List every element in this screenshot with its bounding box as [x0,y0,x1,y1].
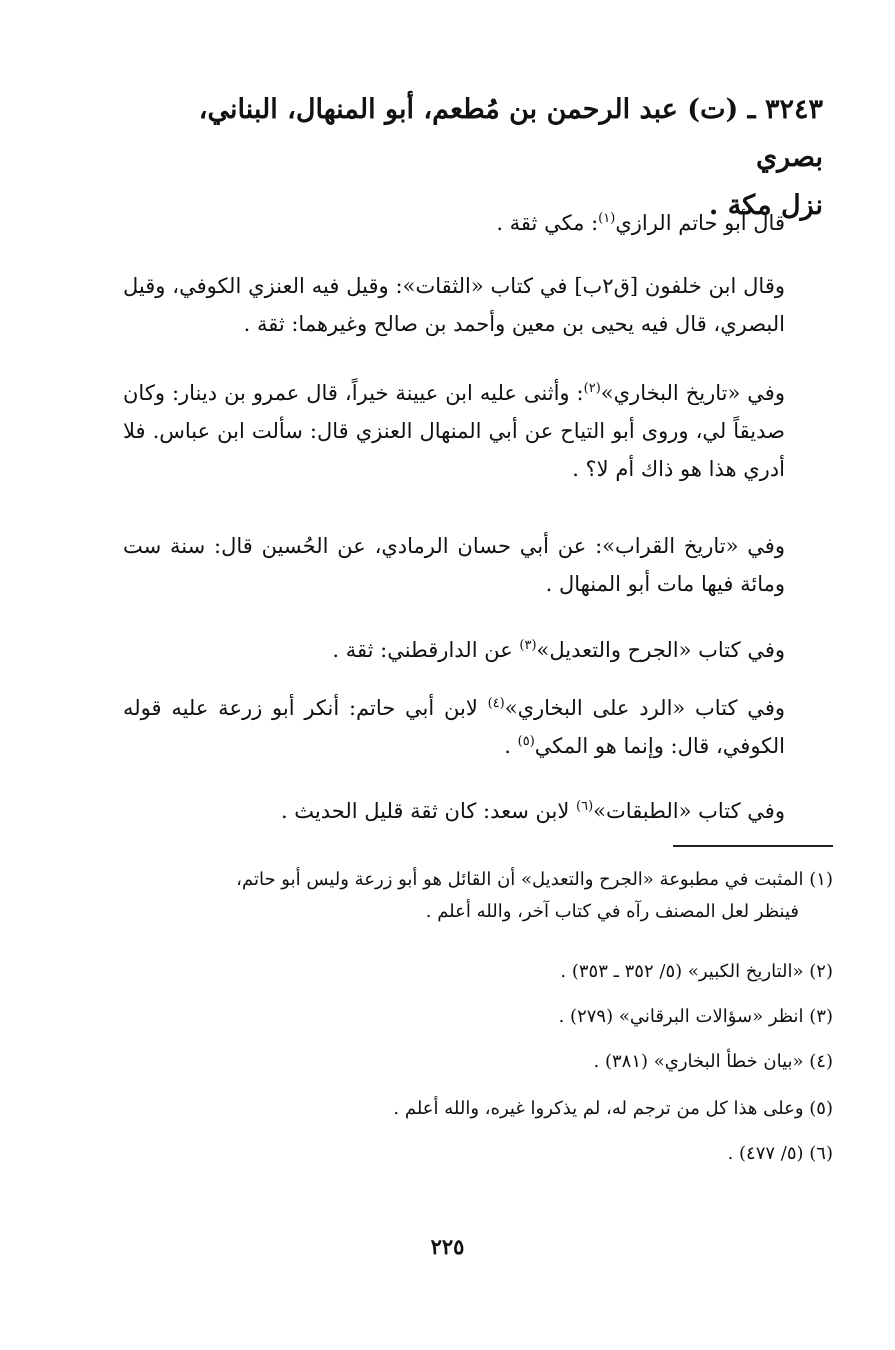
paragraph-tarikh-bukhari: وفي «تاريخ البخاري»$^{(٢)}$: وأثنى عليه ابن عيينة خيراً، قال عمرو بن دينار: وكان صديقاً لي، وروى أبو التياح عن أبي المنهال العنزي قال: سألت ابن عباس. فلا أدري هذا هو ذاك أم لا؟ . [123,381,785,481]
footnote-6: (٦) (٥/ ٤٧٧) . [727,1143,833,1164]
footnote-3: (٣) انظر «سؤالات البرقاني» (٢٧٩) . [558,1006,833,1027]
footnote-5: (٥) وعلى هذا كل من ترجم له، لم يذكروا غيره، والله أعلم . [393,1098,833,1119]
paragraph-radd-bukhari: وفي كتاب «الرد على البخاري»$^{(٤)}$ لابن أبي حاتم: أنكر أبو زرعة عليه قوله الكوفي، قال: وإنما هو المكي$^{(٥)}$ . [123,696,785,758]
footnote-ref-6: (٦) [576,799,594,814]
paragraph-tarikh-qurrab: وفي «تاريخ القراب»: عن أبي حسان الرمادي، عن الحُسين قال: سنة ست ومائة فيها مات أبو المنهال . [123,534,785,596]
footnote-ref-5: (٥) [517,734,535,749]
footnote-ref-3: (٣) [519,638,537,653]
entry-heading-line1: ٣٢٤٣ ـ (ت) عبد الرحمن بن مُطعم، أبو المنهال، البناني، بصري [198,94,823,173]
entry-heading-line2: نزل مكة . [708,190,823,221]
page-number: ٢٢٥ [430,1234,465,1259]
paragraph-tabaqat: وفي كتاب «الطبقات»$^{(٦)}$ لابن سعد: كان ثقة قليل الحديث . [280,799,785,823]
paragraph-abu-hatim: قال أبو حاتم الرازي$^{(١)}$: مكي ثقة . [496,211,785,235]
footnote-2: (٢) «التاريخ الكبير» (٥/ ٣٥٢ ـ ٣٥٣) . [560,961,833,982]
footnote-ref-1: (١) [598,211,616,226]
footnote-1: (١) المثبت في مطبوعة «الجرح والتعديل» أن القائل هو أبو زرعة وليس أبو حاتم، فينظر لعل المصنف رآه في كتاب آخر، والله أعلم . [236,869,833,922]
footnote-ref-2: (٢) [583,381,601,396]
paragraph-ibn-khalfun: وقال ابن خلفون [ق٢ب] في كتاب «الثقات»: وقيل فيه العنزي الكوفي، وقيل البصري، قال فيه يحيى بن معين وأحمد بن صالح وغيرهما: ثقة . [123,274,785,336]
footnote-separator [673,845,833,847]
footnote-4: (٤) «بيان خطأ البخاري» (٣٨١) . [593,1051,833,1072]
footnote-ref-4: (٤) [487,696,505,711]
paragraph-jarh-tadil: وفي كتاب «الجرح والتعديل»$^{(٣)}$ عن الدارقطني: ثقة . [332,638,785,662]
